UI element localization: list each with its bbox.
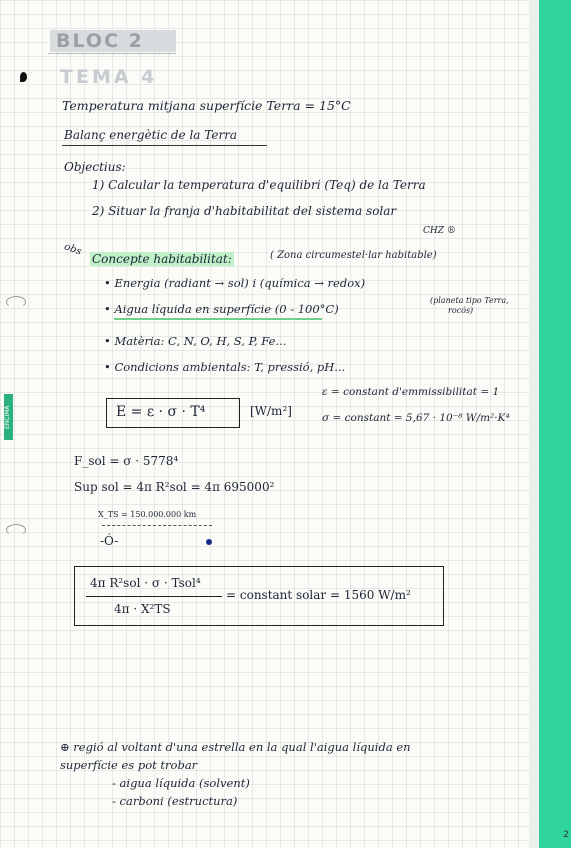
- chz-note: CHZ ®: [423, 226, 456, 236]
- solar-constant-result: = constant solar = 1560 W/m²: [226, 588, 411, 602]
- sigma-definition: σ = constant = 5,67 · 10⁻⁸ W/m²·K⁴: [322, 412, 510, 424]
- chz-item-carboni: - carboni (estructura): [112, 794, 238, 808]
- punch-hole: [6, 524, 26, 536]
- aigua-note-top: (planeta tipo Terra,: [430, 296, 509, 305]
- fsol-formula: F_sol = σ · 5778⁴: [74, 454, 179, 468]
- units: [W/m²]: [250, 404, 292, 418]
- chz-item-aigua: - aigua líquida (solvent): [112, 776, 250, 790]
- objective-2: 2) Situar la franja d'habitabilitat del sistema solar: [92, 204, 397, 218]
- page-edge-strip: [529, 0, 571, 848]
- sup-sol-formula: Sup sol = 4π R²sol = 4π 695000²: [74, 480, 275, 494]
- side-tab: ENCIMA: [4, 394, 13, 440]
- balanc-title: Balanç energètic de la Terra: [64, 128, 238, 142]
- page-number: 2: [563, 830, 569, 840]
- bullet-dot-icon: [20, 72, 27, 82]
- aigua-note-bottom: rocós): [448, 306, 474, 315]
- bullet-materia: • Matèria: C, N, O, H, S, P, Fe...: [104, 334, 287, 348]
- tema-title: TEMA 4: [60, 66, 158, 88]
- punch-hole: [6, 296, 26, 308]
- denominator: 4π · X²TS: [114, 602, 171, 616]
- xts-label: X_TS = 150.000.000 km: [98, 510, 197, 519]
- objectius-label: Objectius:: [64, 160, 126, 174]
- obs-note: obs: [62, 241, 83, 258]
- bullet-energia: • Energia (radiant → sol) i (química → redox): [104, 276, 366, 290]
- bullet-condicions: • Condicions ambientals: T, pressió, pH...: [104, 360, 346, 374]
- epsilon-definition: ε = constant d'emmissibilitat = 1: [322, 386, 500, 398]
- earth-icon: [206, 539, 212, 545]
- bloc-title: BLOC 2: [50, 30, 176, 52]
- bullet-aigua: • Aigua líquida en superfície (0 - 100°C): [104, 302, 339, 316]
- concepte-habitabilitat: Concepte habitabilitat:: [92, 252, 232, 266]
- objective-1: 1) Calcular la temperatura d'equilibri (Teq) de la Terra: [92, 178, 426, 192]
- numerator: 4π R²sol · σ · Tsol⁴: [90, 576, 201, 590]
- chz-definition-2: superfície es pot trobar: [60, 758, 198, 772]
- chz-definition-1: ⊕ regió al voltant d'una estrella en la qual l'aigua líquida en: [60, 740, 411, 754]
- zona-note: ( Zona circumestel·lar habitable): [270, 250, 437, 261]
- sun-icon: -Ó-: [100, 534, 119, 548]
- stefan-formula: E = ε · σ · T⁴: [116, 404, 206, 420]
- temp-mitjana: Temperatura mitjana superfície Terra = 15°C: [62, 98, 351, 113]
